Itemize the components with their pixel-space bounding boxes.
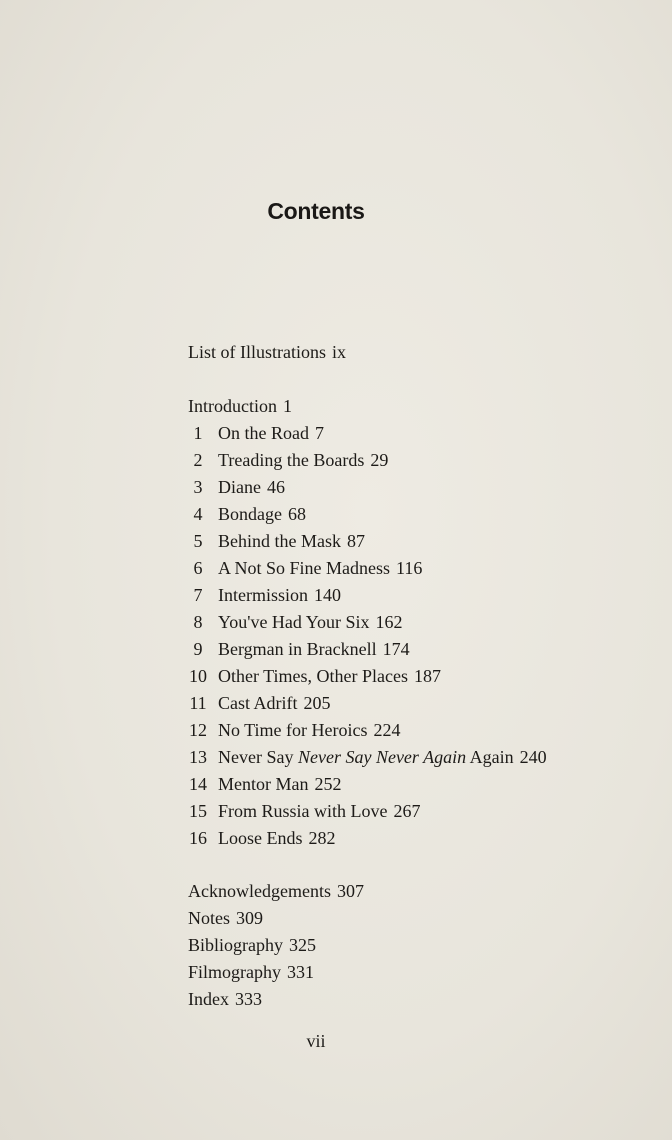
chapter-page: 224 [373,720,401,740]
chapter-page: 252 [314,774,342,794]
chapter-number: 16 [189,828,207,848]
toc-entry-notes [188,909,263,927]
chapter-title: Cast Adrift [218,693,298,713]
chapter-page: 87 [347,531,365,551]
chapter-title: Bondage [218,504,282,524]
toc-entry-page: 307 [336,881,364,901]
toc-entry-page: 333 [234,989,262,1009]
toc-entry-page: ix [332,342,347,362]
chapter-page: 116 [396,558,423,578]
chapter-number: 8 [193,612,203,632]
chapter-title: On the Road [218,423,309,443]
chapter-entry [218,667,441,685]
chapter-entry [218,478,285,496]
chapter-page: 267 [393,801,421,821]
chapter-title-start: Never Say [218,747,298,767]
toc-entry-index [188,990,262,1008]
chapter-number: 15 [189,801,207,821]
chapter-title: From Russia with Love [218,801,388,821]
chapter-title: Other Times, Other Places [218,666,408,686]
chapter-page: 46 [266,477,285,497]
chapter-entry [218,829,336,847]
chapter-entry [218,586,341,604]
chapter-title: Behind the Mask [218,531,341,551]
chapter-number: 1 [193,423,203,443]
chapter-number: 3 [193,477,203,497]
chapter-entry [218,802,421,820]
chapter-entry [218,613,402,631]
page-title: Contents [267,198,365,224]
chapter-page: 162 [375,612,403,632]
toc-entry-bibliography [188,936,316,954]
toc-entry-label: Introduction [188,396,277,416]
toc-entry-page: 1 [282,396,292,416]
chapter-entry [218,694,331,712]
chapter-page: 282 [308,828,336,848]
chapter-title: Bergman in Bracknell [218,639,377,659]
page-number: vii [306,1031,326,1051]
chapter-number: 6 [193,558,203,578]
toc-entry-acknowledgements [188,882,364,900]
chapter-title-end: Again [466,747,514,767]
chapter-page: 205 [303,693,331,713]
chapter-number: 10 [189,666,207,686]
chapter-entry [218,532,365,550]
toc-entry-label: Index [188,989,229,1009]
toc-entry-list-of-illustrations [188,343,346,361]
chapter-number: 14 [189,774,207,794]
chapter-number: 12 [189,720,207,740]
chapter-number: 5 [193,531,203,551]
toc-entry-label: List of Illustrations [188,342,326,362]
chapter-number: 11 [189,693,207,713]
chapter-entry [218,559,422,577]
chapter-number: 7 [193,585,203,605]
chapter-entry [218,748,547,766]
chapter-page: 187 [413,666,441,686]
chapter-entry [218,505,306,523]
chapter-page: 7 [314,423,324,443]
chapter-page: 174 [382,639,410,659]
chapter-title: Diane [218,477,261,497]
chapter-title-italic: Never Say Never Again [297,747,467,767]
chapter-title: Mentor Man [218,774,309,794]
toc-entry-filmography [188,963,314,981]
toc-entry-page: 331 [287,962,314,982]
chapter-title: You've Had Your Six [218,612,370,632]
chapter-title: Loose Ends [218,828,303,848]
chapter-page: 140 [314,585,341,605]
chapter-page: 68 [287,504,306,524]
toc-entry-page: 325 [289,935,316,955]
chapter-title: Treading the Boards [218,450,365,470]
chapter-page: 240 [519,747,547,767]
chapter-title: A Not So Fine Madness [218,558,391,578]
chapter-number: 9 [193,639,203,659]
chapter-entry [218,640,410,658]
chapter-number: 2 [193,450,203,470]
toc-entry-label: Notes [188,908,230,928]
chapter-entry [218,424,324,442]
chapter-title: No Time for Heroics [218,720,368,740]
toc-entry-introduction [188,397,292,415]
toc-entry-page: 309 [236,908,263,928]
chapter-title: Intermission [218,585,308,605]
toc-entry-label: Acknowledgements [188,881,331,901]
chapter-entry [218,451,388,469]
toc-entry-label: Filmography [188,962,281,982]
toc-entry-label: Bibliography [188,935,283,955]
chapter-number: 13 [189,747,207,767]
chapter-number: 4 [193,504,203,524]
chapter-entry [218,721,401,739]
chapter-page: 29 [370,450,389,470]
chapter-entry [218,775,341,793]
